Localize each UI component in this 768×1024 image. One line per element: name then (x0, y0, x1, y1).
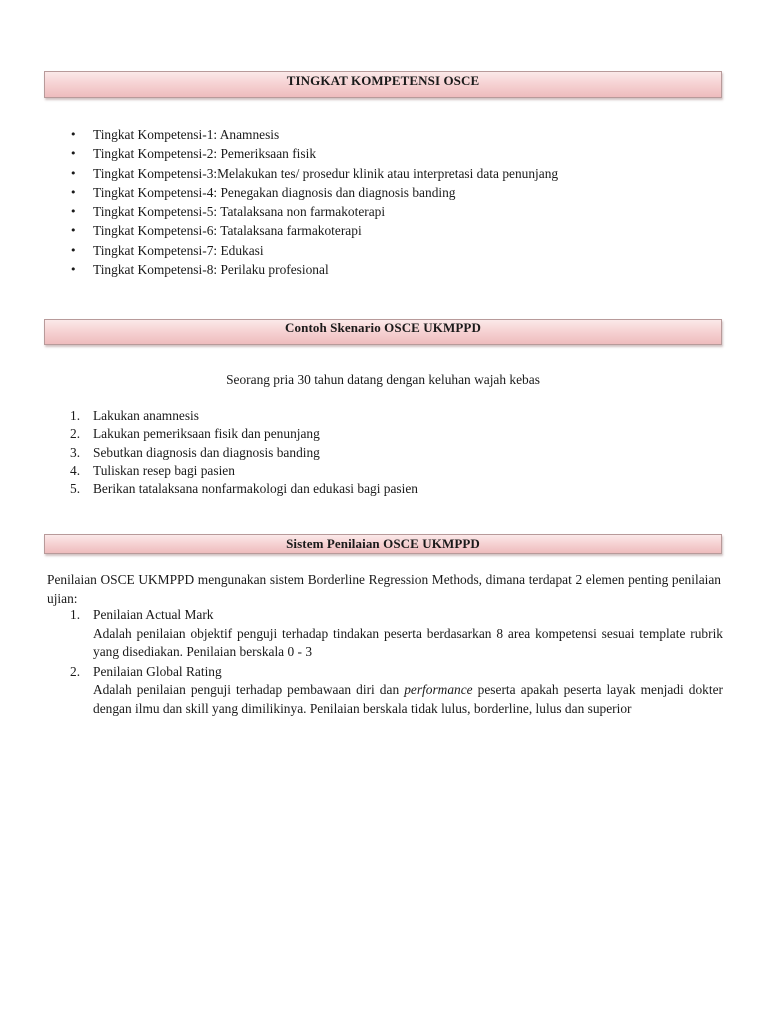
criterion-description (93, 681, 723, 718)
list-item: • Tingkat Kompetensi-3:Melakukan tes/ prosedur klinik atau interpretasi data penunjang (0, 164, 558, 183)
criterion-title: Penilaian Global Rating (93, 663, 222, 679)
desc-emphasis: performance (404, 682, 473, 697)
list-item (0, 444, 418, 462)
list-item (0, 663, 723, 719)
desc-part: Adalah penilaian penguji terhadap pembawaan diri dan (93, 682, 405, 697)
list-item (0, 407, 418, 425)
scenario-steps (0, 407, 418, 498)
section-header-contoh-skenario (44, 319, 722, 345)
list-text: Berikan tatalaksana nonfarmakologi dan edukasi bagi pasien (93, 481, 418, 497)
list-number: 1. (70, 408, 81, 423)
list-item (0, 480, 418, 498)
section-title: Contoh Skenario OSCE UKMPPD (285, 320, 481, 335)
list-number: 3. (70, 444, 81, 460)
list-number: 2. (70, 426, 81, 442)
list-item: • Tingkat Kompetensi-6: Tatalaksana farmakoterapi (0, 221, 558, 240)
desc-part: peserta apakah peserta layak menjadi dokter dengan ilmu dan skill yang dimilikinya. Penilaian berskala tidak lulus, borderline, lulus dan superior (93, 682, 723, 716)
criterion-title: Penilaian Actual Mark (93, 607, 214, 622)
list-number: 2. (70, 663, 81, 679)
list-text: Lakukan anamnesis (93, 408, 199, 423)
list-item (0, 425, 418, 443)
list-item: • Tingkat Kompetensi-8: Perilaku profesional (0, 260, 558, 279)
list-item: • Tingkat Kompetensi-2: Pemeriksaan fisik (0, 144, 558, 163)
list-item: • Tingkat Kompetensi-1: Anamnesis (0, 125, 558, 144)
section-title: TINGKAT KOMPETENSI OSCE (286, 73, 480, 88)
list-item: • Tingkat Kompetensi-7: Edukasi (0, 241, 558, 260)
list-item (0, 462, 418, 480)
competency-list (0, 125, 558, 279)
criterion-description: Adalah penilaian objektif penguji terhadap tindakan peserta berdasarkan 8 area kompetensi sesuai template rubrik yang disediakan. Penilaian berskala 0 - 3 (93, 625, 723, 659)
section-header-tingkat-kompetensi (44, 71, 722, 98)
list-item: • Tingkat Kompetensi-5: Tatalaksana non farmakoterapi (0, 202, 558, 221)
intro-paragraph: Penilaian OSCE UKMPPD mengunakan sistem Borderline Regression Methods, dimana terdapat 2 elemen penting penilaian ujian: (47, 572, 721, 606)
list-text: Sebutkan diagnosis dan diagnosis banding (93, 444, 320, 460)
list-text: Lakukan pemeriksaan fisik dan penunjang (93, 426, 320, 442)
list-number: 5. (70, 481, 81, 497)
list-item: • Tingkat Kompetensi-4: Penegakan diagnosis dan diagnosis banding (0, 183, 558, 202)
scenario-text: Seorang pria 30 tahun datang dengan keluhan wajah kebas (226, 372, 540, 387)
section-header-sistem-penilaian (44, 534, 722, 554)
section-title: Sistem Penilaian OSCE UKMPPD (286, 536, 480, 551)
list-number: 4. (70, 462, 81, 478)
list-text: Tuliskan resep bagi pasien (93, 462, 235, 478)
assessment-criteria (0, 606, 768, 719)
list-item (0, 606, 723, 662)
list-number: 1. (70, 607, 81, 622)
